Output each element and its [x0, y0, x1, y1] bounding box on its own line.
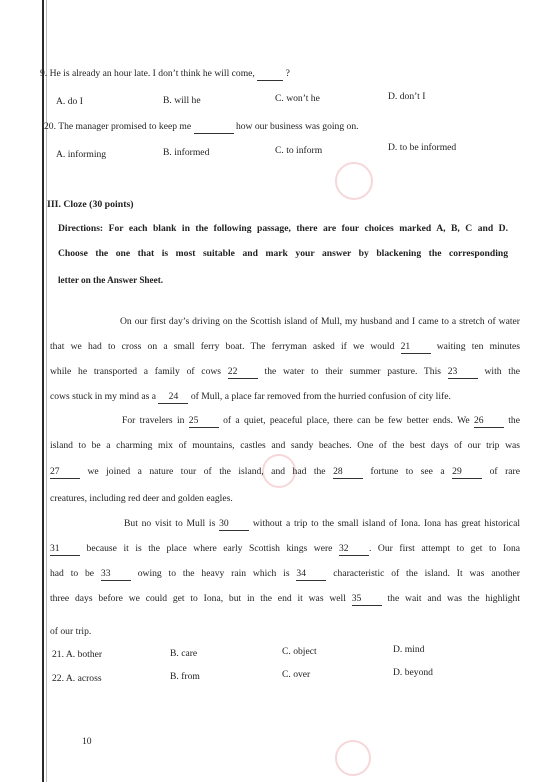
passage-p1-line-2	[50, 341, 520, 354]
cloze-blank-32: 32	[339, 543, 369, 556]
q21-option-b: B. care	[170, 648, 198, 659]
cloze-blank-29: 29	[452, 466, 482, 479]
passage-text: we joined a nature tour of the island, and had the	[80, 466, 334, 477]
q21-option-d: D. mind	[393, 644, 425, 655]
directions-line-1: Directions: For each blank in the following passage, there are four choices marked A, B, C and D.	[58, 223, 508, 234]
cloze-blank-25: 25	[189, 415, 219, 428]
passage-text: of a quiet, peaceful place, there can be few better ends. We	[218, 415, 474, 426]
q19-option-a: A. do I	[56, 96, 83, 107]
passage-text: had to be	[50, 568, 101, 579]
passage-p1-line-4	[50, 391, 451, 404]
cloze-blank-27: 27	[50, 466, 80, 479]
passage-p2-line-3	[50, 466, 520, 479]
passage-p1-line-1	[120, 316, 520, 328]
passage-text: while he transported a family of cows	[50, 366, 228, 377]
passage-text: island to be a charming mix of mountains, castles and sandy beaches. One of the best days of our trip was	[50, 440, 520, 451]
q19-option-c: C. won’t he	[275, 93, 320, 104]
question-19: 9. He is already an hour late. I don’t think he will come, ?	[40, 68, 290, 79]
cloze-blank-22: 22	[228, 366, 258, 379]
cloze-blank-35: 35	[352, 593, 382, 606]
q22-option-a: 22. A. across	[52, 673, 102, 684]
section-heading: III. Cloze (30 points)	[47, 199, 134, 210]
q20-option-a: A. informing	[56, 149, 107, 160]
q20-option-c: C. to inform	[275, 145, 323, 156]
passage-text: waiting ten minutes	[430, 341, 520, 352]
passage-p3-line-1	[124, 518, 520, 531]
passage-p1-line-3	[50, 366, 520, 379]
passage-text: owing to the heavy rain which is	[130, 568, 297, 579]
q20-option-d: D. to be informed	[388, 142, 457, 153]
q19-option-b: B. will he	[163, 95, 201, 106]
passage-p2-line-2	[50, 440, 520, 452]
passage-text: three days before we could get to Iona, but in the end it was well	[50, 593, 352, 604]
watermark-logo-3	[335, 740, 371, 776]
passage-text: On our first day’s driving on the Scottish island of Mull, my husband and I came to a stretch of water	[120, 316, 520, 327]
passage-text: that we had to cross on a small ferry boat. The ferryman asked if we would	[50, 341, 401, 352]
q22-option-c: C. over	[282, 669, 311, 680]
passage-text: cows stuck in my mind as a	[50, 391, 159, 402]
passage-text: of Mull, a place far removed from the hurried confusion of city life.	[188, 391, 451, 402]
cloze-blank-21: 21	[401, 341, 431, 354]
passage-text: . Our first attempt to get to Iona	[368, 543, 520, 554]
passage-text: without a trip to the small island of Iona. Iona has great historical	[249, 518, 520, 529]
q19-option-d: D. don’t I	[388, 91, 426, 102]
q21-option-c: C. object	[282, 646, 317, 657]
cloze-blank-28: 28	[333, 466, 363, 479]
passage-text: creatures, including red deer and golden eagles.	[50, 493, 233, 504]
passage-text: with the	[477, 366, 521, 377]
q20-option-b: B. informed	[163, 147, 210, 158]
cloze-blank-24: 24	[158, 391, 188, 404]
passage-text: For travelers in	[122, 415, 189, 426]
directions-line-2: Choose the one that is most suitable and mark your answer by blackening the corresponding	[58, 248, 508, 259]
binding-margin-line	[42, 0, 44, 782]
passage-p2-line-4	[50, 493, 233, 505]
q21-option-a: 21. A. bother	[52, 649, 103, 660]
passage-text: the water to their summer pasture. This	[257, 366, 448, 377]
passage-text: characteristic of the island. It was another	[326, 568, 520, 579]
passage-p3-line-3	[50, 568, 520, 581]
passage-p2-line-1	[122, 415, 520, 428]
page-number: 10	[82, 736, 92, 747]
q22-option-b: B. from	[170, 671, 200, 682]
question-20: 20. The manager promised to keep me how our business was going on.	[44, 121, 359, 132]
answer-blank-20	[194, 121, 234, 134]
passage-text: the	[503, 415, 520, 426]
watermark-logo-1	[335, 162, 373, 200]
directions-line-3: letter on the Answer Sheet.	[58, 275, 164, 285]
passage-text: fortune to see a	[363, 466, 453, 477]
passage-text: because it is the place where early Scottish kings were	[80, 543, 339, 554]
passage-p3-line-2	[50, 543, 520, 556]
cloze-blank-31: 31	[50, 543, 80, 556]
passage-text: the wait and was the highlight	[381, 593, 520, 604]
q22-option-d: D. beyond	[393, 667, 433, 678]
passage-p3-line-5	[50, 626, 91, 638]
cloze-blank-33: 33	[101, 568, 131, 581]
passage-text: But no visit to Mull is	[124, 518, 220, 529]
passage-p3-line-4	[50, 593, 520, 606]
cloze-blank-34: 34	[296, 568, 326, 581]
answer-blank-19	[257, 68, 283, 81]
cloze-blank-23: 23	[448, 366, 478, 379]
cloze-blank-26: 26	[474, 415, 504, 428]
passage-text: of our trip.	[50, 626, 92, 637]
passage-text: of rare	[482, 466, 520, 477]
cloze-blank-30: 30	[219, 518, 249, 531]
binding-margin-line-thin	[46, 0, 47, 782]
